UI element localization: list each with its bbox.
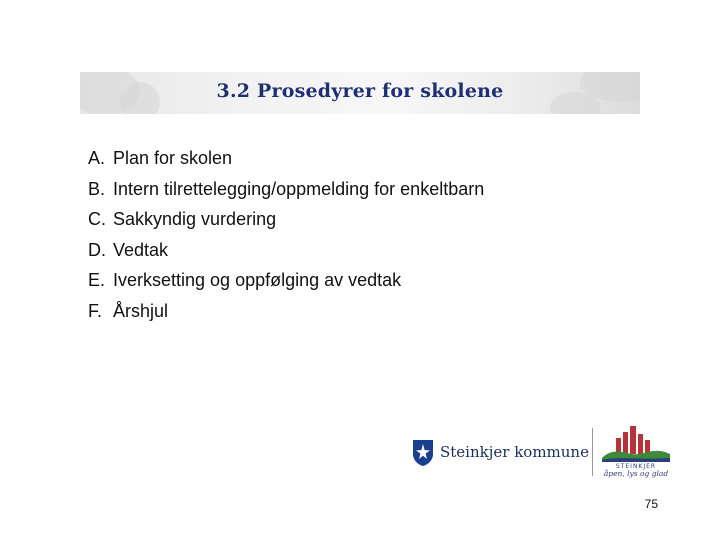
agenda-item xyxy=(88,265,484,296)
agenda-item xyxy=(88,143,484,174)
logo-divider xyxy=(592,428,593,476)
agenda-item-text: Plan for skolen xyxy=(113,148,233,168)
agenda-item-letter: E. xyxy=(88,270,106,290)
slide-title: 3.2 Prosedyrer for skolene xyxy=(216,80,504,102)
agenda-item-text: Årshjul xyxy=(113,300,169,321)
agenda-item-letter: F. xyxy=(88,300,103,321)
page-number: 75 xyxy=(644,497,658,511)
agenda-item-text: Iverksetting og oppfølging av vedtak xyxy=(113,270,402,290)
agenda-item-text: Vedtak xyxy=(113,239,169,260)
town-brand-name: STEINKJER xyxy=(615,463,657,470)
title-banner xyxy=(80,72,640,114)
steinkjer-town-logo xyxy=(598,424,674,480)
agenda-item-text: Intern tilrettelegging/oppmelding for enkeltbarn xyxy=(113,178,485,199)
agenda-item-letter: B. xyxy=(88,178,106,199)
agenda-item xyxy=(88,204,484,235)
agenda-item-letter: D. xyxy=(88,239,106,260)
agenda-item xyxy=(88,174,484,205)
coat-of-arms-icon xyxy=(412,439,434,467)
agenda-item xyxy=(88,235,484,266)
agenda-item-letter: A. xyxy=(88,148,106,168)
town-slogan: åpen, lys og glad xyxy=(603,469,669,478)
agenda-item xyxy=(88,296,484,327)
municipality-name: Steinkjer kommune xyxy=(440,443,589,461)
town-skyline-icon xyxy=(602,424,670,462)
steinkjer-kommune-logo xyxy=(412,436,587,470)
agenda-item-letter: C. xyxy=(88,209,106,229)
agenda-list xyxy=(88,143,484,326)
agenda-item-text: Sakkyndig vurdering xyxy=(113,209,277,229)
